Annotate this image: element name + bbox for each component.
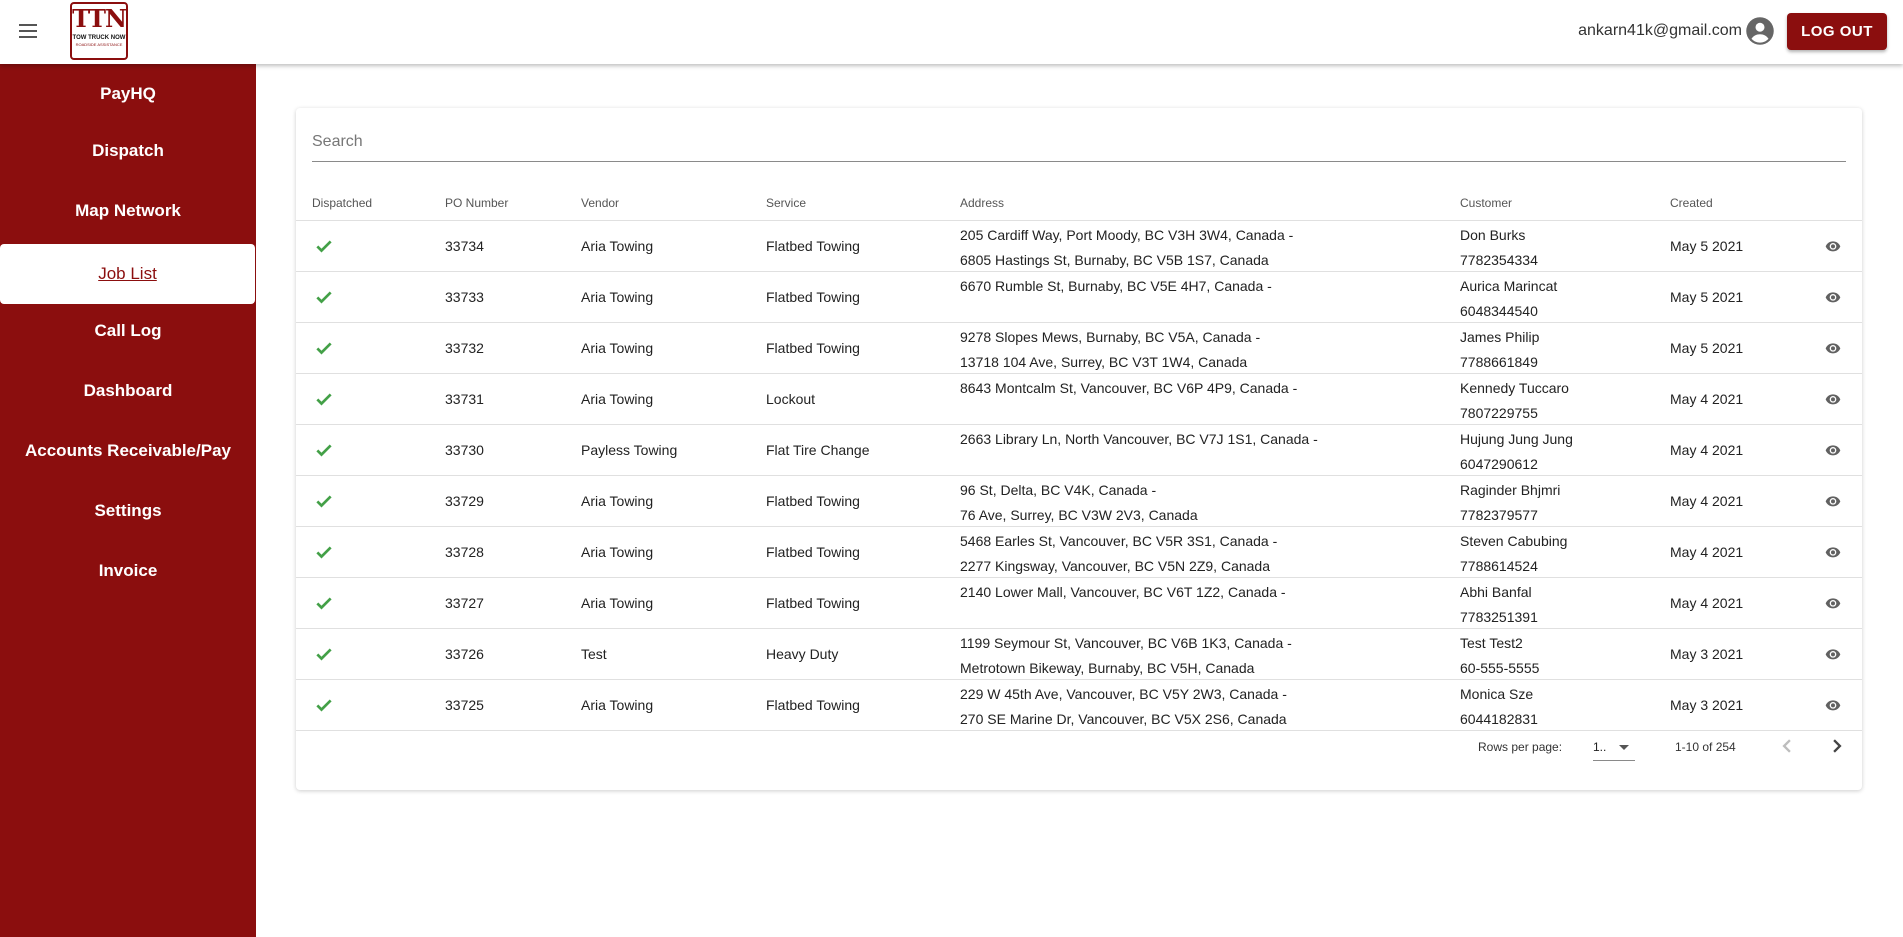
column-header-vendor[interactable]: Vendor	[581, 196, 620, 210]
rows-per-page-select[interactable]	[1593, 731, 1635, 761]
main-content	[256, 64, 1903, 937]
table-row[interactable]	[296, 527, 1862, 578]
customer-name: Abhi Banfal	[1460, 584, 1532, 600]
customer-name: Test Test2	[1460, 635, 1523, 651]
po-number: 33728	[445, 544, 484, 560]
address-pickup: 9278 Slopes Mews, Burnaby, BC V5A, Canada -	[960, 329, 1261, 345]
check-icon	[314, 695, 334, 715]
table-row[interactable]	[296, 272, 1862, 323]
address-pickup: 2140 Lower Mall, Vancouver, BC V6T 1Z2, Canada -	[960, 584, 1286, 600]
created-date: May 4 2021	[1670, 544, 1744, 560]
customer-name: Raginder Bhjmri	[1460, 482, 1561, 498]
created-date: May 5 2021	[1670, 340, 1744, 356]
vendor: Aria Towing	[581, 544, 654, 560]
sidebar-item-call-log[interactable]: Call Log	[94, 321, 162, 340]
customer-phone: 7788661849	[1460, 354, 1538, 370]
po-number: 33729	[445, 493, 484, 509]
eye-icon[interactable]	[1825, 340, 1841, 356]
logo-text: TTN	[72, 4, 126, 33]
service: Flatbed Towing	[766, 493, 860, 509]
po-number: 33725	[445, 697, 484, 713]
check-icon	[314, 389, 334, 409]
customer-phone: 7807229755	[1460, 405, 1538, 421]
sidebar-item-invoice[interactable]: Invoice	[98, 561, 158, 580]
search-input[interactable]	[312, 122, 1846, 162]
address-pickup: 6670 Rumble St, Burnaby, BC V5E 4H7, Canada -	[960, 278, 1272, 294]
customer-phone: 6044182831	[1460, 711, 1538, 727]
customer-name: Kennedy Tuccaro	[1460, 380, 1569, 396]
check-icon	[314, 236, 334, 256]
po-number: 33734	[445, 238, 484, 254]
sidebar-item-payhq[interactable]: PayHQ	[100, 84, 156, 103]
vendor: Aria Towing	[581, 595, 654, 611]
vendor: Aria Towing	[581, 697, 654, 713]
po-number: 33731	[445, 391, 484, 407]
check-icon	[314, 593, 334, 613]
eye-icon[interactable]	[1825, 595, 1841, 611]
rows-per-page-label: Rows per page:	[1478, 740, 1563, 754]
check-icon	[314, 542, 334, 562]
address-pickup: 8643 Montcalm St, Vancouver, BC V6P 4P9, Canada -	[960, 380, 1298, 396]
vendor: Test	[581, 646, 607, 662]
customer-phone: 7782354334	[1460, 252, 1538, 268]
address-pickup: 96 St, Delta, BC V4K, Canada -	[960, 482, 1157, 498]
address-dropoff: 270 SE Marine Dr, Vancouver, BC V5X 2S6, Canada	[960, 711, 1287, 727]
created-date: May 4 2021	[1670, 493, 1744, 509]
service: Flatbed Towing	[766, 238, 860, 254]
table-row[interactable]	[296, 374, 1862, 425]
customer-name: Don Burks	[1460, 227, 1526, 243]
dropdown-caret-icon	[1619, 745, 1629, 750]
created-date: May 5 2021	[1670, 289, 1744, 305]
check-icon	[314, 338, 334, 358]
address-dropoff: 6805 Hastings St, Burnaby, BC V5B 1S7, Canada	[960, 252, 1269, 268]
customer-name: Hujung Jung Jung	[1460, 431, 1573, 447]
customer-phone: 7782379577	[1460, 507, 1538, 523]
created-date: May 4 2021	[1670, 595, 1744, 611]
customer-name: Steven Cabubing	[1460, 533, 1568, 549]
eye-icon[interactable]	[1825, 238, 1841, 254]
table-row[interactable]	[296, 629, 1862, 680]
customer-phone: 7783251391	[1460, 609, 1538, 625]
eye-icon[interactable]	[1825, 493, 1841, 509]
address-dropoff: 13718 104 Ave, Surrey, BC V3T 1W4, Canada	[960, 354, 1248, 370]
po-number: 33732	[445, 340, 484, 356]
column-header-po-number[interactable]: PO Number	[445, 196, 509, 210]
address-pickup: 1199 Seymour St, Vancouver, BC V6B 1K3, Canada -	[960, 635, 1292, 651]
service: Flatbed Towing	[766, 595, 860, 611]
top-app-bar	[0, 0, 1903, 64]
service: Flatbed Towing	[766, 697, 860, 713]
sidebar	[0, 64, 256, 937]
po-number: 33733	[445, 289, 484, 305]
created-date: May 4 2021	[1670, 391, 1744, 407]
po-number: 33730	[445, 442, 484, 458]
eye-icon[interactable]	[1825, 544, 1841, 560]
column-header-dispatched[interactable]: Dispatched	[312, 196, 373, 210]
sidebar-item-dispatch[interactable]: Dispatch	[92, 141, 164, 160]
check-icon	[314, 287, 334, 307]
service: Flat Tire Change	[766, 442, 870, 458]
rows-per-page-value: 1..	[1593, 740, 1607, 754]
column-header-address[interactable]: Address	[960, 196, 1005, 210]
ttn-logo[interactable]	[70, 2, 128, 60]
vendor: Aria Towing	[581, 391, 654, 407]
created-date: May 3 2021	[1670, 697, 1744, 713]
sidebar-item-job-list[interactable]: Job List	[0, 244, 255, 304]
vendor: Payless Towing	[581, 442, 678, 458]
service: Heavy Duty	[766, 646, 839, 662]
logo-tagline: ROADSIDE ASSISTANCE	[75, 42, 123, 47]
service: Flatbed Towing	[766, 544, 860, 560]
check-icon	[314, 440, 334, 460]
table-row[interactable]	[296, 578, 1862, 629]
address-pickup: 5468 Earles St, Vancouver, BC V5R 3S1, Canada -	[960, 533, 1278, 549]
eye-icon[interactable]	[1825, 442, 1841, 458]
address-dropoff: Metrotown Bikeway, Burnaby, BC V5H, Canada	[960, 660, 1255, 676]
chevron-right-icon[interactable]	[1823, 732, 1851, 760]
column-header-customer[interactable]: Customer	[1460, 196, 1513, 210]
table-row[interactable]	[296, 323, 1862, 374]
logout-button[interactable]: LOG OUT	[1787, 13, 1887, 50]
created-date: May 5 2021	[1670, 238, 1744, 254]
check-icon	[314, 644, 334, 664]
service: Flatbed Towing	[766, 289, 860, 305]
column-header-created[interactable]: Created	[1670, 196, 1713, 210]
user-email: ankarn41k@gmail.com	[1578, 22, 1742, 39]
pagination-range: 1-10 of 254	[1675, 740, 1736, 754]
vendor: Aria Towing	[581, 340, 654, 356]
eye-icon[interactable]	[1825, 391, 1841, 407]
created-date: May 4 2021	[1670, 442, 1744, 458]
created-date: May 3 2021	[1670, 646, 1744, 662]
po-number: 33726	[445, 646, 484, 662]
chevron-left-icon[interactable]	[1773, 732, 1801, 760]
address-dropoff: 2277 Kingsway, Vancouver, BC V5N 2Z9, Canada	[960, 558, 1270, 574]
eye-icon[interactable]	[1825, 646, 1841, 662]
customer-name: Monica Sze	[1460, 686, 1534, 702]
check-icon	[314, 491, 334, 511]
sidebar-item-settings[interactable]: Settings	[94, 501, 162, 520]
table-row[interactable]	[296, 476, 1862, 527]
column-header-service[interactable]: Service	[766, 196, 807, 210]
vendor: Aria Towing	[581, 238, 654, 254]
customer-phone: 60-555-5555	[1460, 660, 1540, 676]
address-pickup: 229 W 45th Ave, Vancouver, BC V5Y 2W3, Canada -	[960, 686, 1287, 702]
logo-subtitle: TOW TRUCK NOW	[72, 35, 126, 41]
account-circle-icon[interactable]	[1745, 16, 1775, 46]
address-pickup: 2663 Library Ln, North Vancouver, BC V7J 1S1, Canada -	[960, 431, 1318, 447]
address-dropoff: 76 Ave, Surrey, BC V3W 2V3, Canada	[960, 507, 1198, 523]
vendor: Aria Towing	[581, 493, 654, 509]
table-row[interactable]	[296, 425, 1862, 476]
menu-icon[interactable]	[14, 20, 42, 44]
sidebar-item-accounts-receivable[interactable]: Accounts Receivable/Pay	[25, 441, 231, 460]
customer-phone: 6048344540	[1460, 303, 1538, 319]
po-number: 33727	[445, 595, 484, 611]
customer-name: Aurica Marincat	[1460, 278, 1558, 294]
service: Flatbed Towing	[766, 340, 860, 356]
eye-icon[interactable]	[1825, 289, 1841, 305]
customer-phone: 7788614524	[1460, 558, 1538, 574]
customer-name: James Philip	[1460, 329, 1540, 345]
job-list-table-card	[296, 108, 1862, 790]
service: Lockout	[766, 391, 816, 407]
address-pickup: 205 Cardiff Way, Port Moody, BC V3H 3W4, Canada -	[960, 227, 1294, 243]
table-row[interactable]	[296, 221, 1862, 272]
sidebar-item-map-network[interactable]: Map Network	[75, 201, 181, 220]
table-row[interactable]	[296, 680, 1862, 731]
customer-phone: 6047290612	[1460, 456, 1538, 472]
vendor: Aria Towing	[581, 289, 654, 305]
sidebar-item-dashboard[interactable]: Dashboard	[83, 381, 173, 400]
eye-icon[interactable]	[1825, 697, 1841, 713]
